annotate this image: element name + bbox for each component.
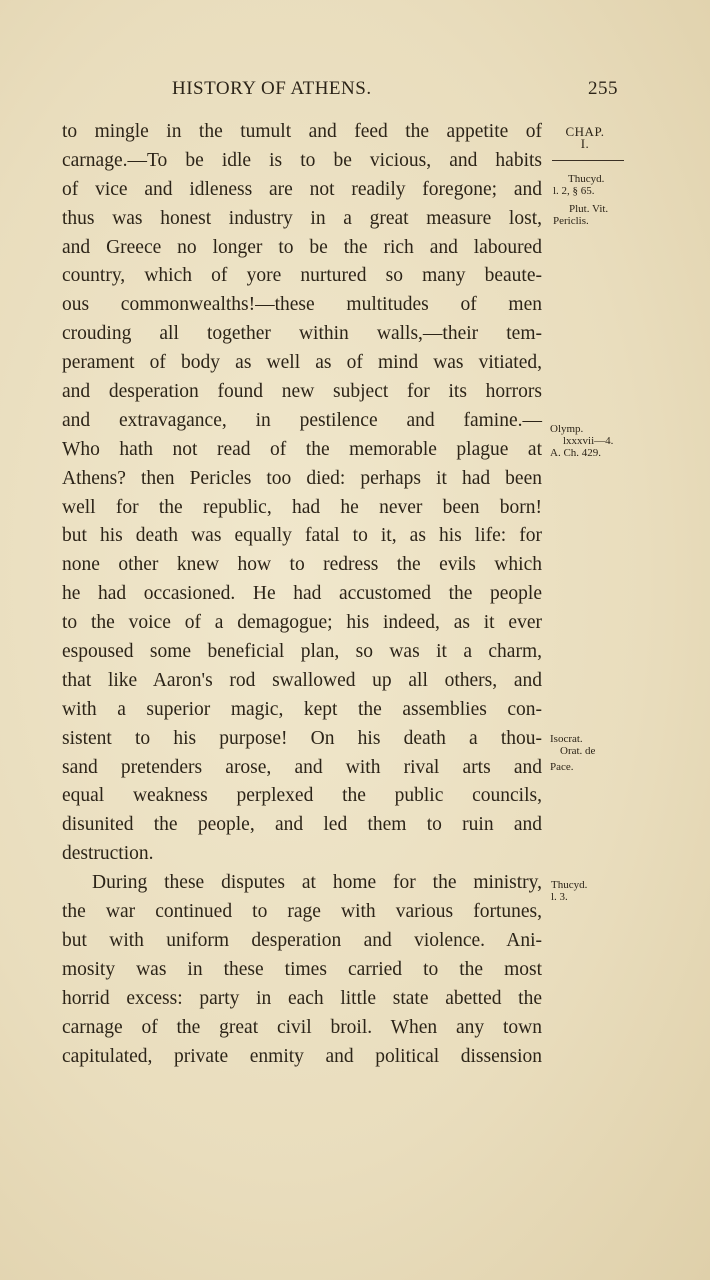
text-line: he had occasioned. He had accustomed the people bbox=[62, 583, 542, 605]
text-line: horrid excess: party in each little state abetted the bbox=[62, 987, 542, 1009]
margin-note-thucyd bbox=[568, 174, 604, 186]
text-line: the war continued to rage with various fortunes, bbox=[62, 901, 542, 923]
margin-rule bbox=[552, 160, 624, 161]
text-line: capitulated, private enmity and political dissension bbox=[62, 1045, 542, 1067]
text-line: During these disputes at home for the ministry, bbox=[92, 872, 542, 894]
text-line: country, which of yore nurtured so many beaute- bbox=[62, 265, 542, 287]
text-line: and extravagance, in pestilence and famine.— bbox=[62, 409, 542, 431]
text-line: well for the republic, had he never been born! bbox=[62, 496, 542, 518]
text-line: destruction. bbox=[62, 843, 154, 865]
text-line: that like Aaron's rod swallowed up all others, and bbox=[62, 669, 542, 691]
text-line: equal weakness perplexed the public councils, bbox=[62, 785, 542, 807]
text-line: and desperation found new subject for its horrors bbox=[62, 381, 542, 403]
body-text bbox=[62, 118, 542, 1071]
text-line: carnage.—To be idle is to be vicious, and habits bbox=[62, 149, 542, 171]
margin-note-plut-ref bbox=[553, 216, 589, 228]
margin-note-line: Olymp. bbox=[550, 423, 584, 435]
margin-note-line: l. 2, § 65. bbox=[553, 185, 595, 197]
margin-note-thucyd-ref bbox=[553, 186, 595, 198]
text-line: but with uniform desperation and violence. Ani- bbox=[62, 929, 542, 951]
margin-note-line: Orat. de bbox=[560, 745, 596, 757]
margin-note-line: lxxxvii—4. bbox=[563, 435, 614, 447]
text-line: Athens? then Pericles too died: perhaps it had been bbox=[62, 467, 542, 489]
margin-note-plut bbox=[569, 204, 608, 216]
text-line: of vice and idleness are not readily foregone; and bbox=[62, 178, 542, 200]
margin-note-thucyd2 bbox=[551, 880, 587, 892]
margin-note-line: Pace. bbox=[550, 761, 574, 773]
text-line: but his death was equally fatal to it, as his life: for bbox=[62, 525, 542, 547]
margin-note-line: Thucyd. bbox=[568, 173, 605, 185]
margin-note-olymp-ref bbox=[563, 436, 613, 448]
running-title: HISTORY OF ATHENS. bbox=[172, 78, 372, 99]
text-line: to mingle in the tumult and feed the appetite of bbox=[62, 121, 542, 142]
text-line: crouding all together within walls,—their tem- bbox=[62, 323, 542, 345]
text-line: carnage of the great civil broil. When any town bbox=[62, 1016, 542, 1038]
margin-note-line: l. 3. bbox=[551, 891, 568, 903]
margin-note-line: Periclis. bbox=[553, 215, 589, 227]
margin-note-line: Isocrat. bbox=[550, 733, 583, 745]
margin-note-line: Plut. Vit. bbox=[569, 203, 609, 215]
text-line: disunited the people, and led them to ruin and bbox=[62, 814, 542, 836]
text-line: and Greece no longer to be the rich and laboured bbox=[62, 236, 542, 258]
text-line: sand pretenders arose, and with rival arts and bbox=[62, 756, 542, 778]
margin-note-pace bbox=[550, 762, 574, 774]
text-line: Who hath not read of the memorable plague at bbox=[62, 438, 542, 460]
margin-note-thucyd2-ref bbox=[551, 892, 568, 904]
chap-number: I. bbox=[580, 135, 590, 151]
margin-note-line: Thucyd. bbox=[551, 879, 588, 891]
margin-note-orat bbox=[560, 746, 595, 758]
text-line: sistent to his purpose! On his death a thou- bbox=[62, 727, 542, 749]
margin-note-line: A. Ch. 429. bbox=[550, 447, 602, 459]
text-line: to the voice of a demagogue; his indeed, as it ever bbox=[62, 612, 542, 634]
text-line: espoused some beneficial plan, so was it a charm, bbox=[62, 641, 542, 663]
text-line: thus was honest industry in a great measure lost, bbox=[62, 207, 542, 229]
chap-label: CHAP. bbox=[565, 124, 605, 139]
margin-chapter bbox=[554, 126, 616, 149]
text-line: perament of body as well as of mind was vitiated, bbox=[62, 352, 542, 374]
page-number: 255 bbox=[588, 78, 618, 99]
margin-note-olymp bbox=[550, 424, 583, 436]
margin-note-ach bbox=[550, 448, 601, 460]
text-line: mosity was in these times carried to the most bbox=[62, 958, 542, 980]
margin-note-isocrat bbox=[550, 734, 583, 746]
text-line: with a superior magic, kept the assemblies con- bbox=[62, 698, 542, 720]
text-line: ous commonwealths!—these multitudes of men bbox=[62, 294, 542, 316]
text-line: none other knew how to redress the evils which bbox=[62, 554, 542, 576]
